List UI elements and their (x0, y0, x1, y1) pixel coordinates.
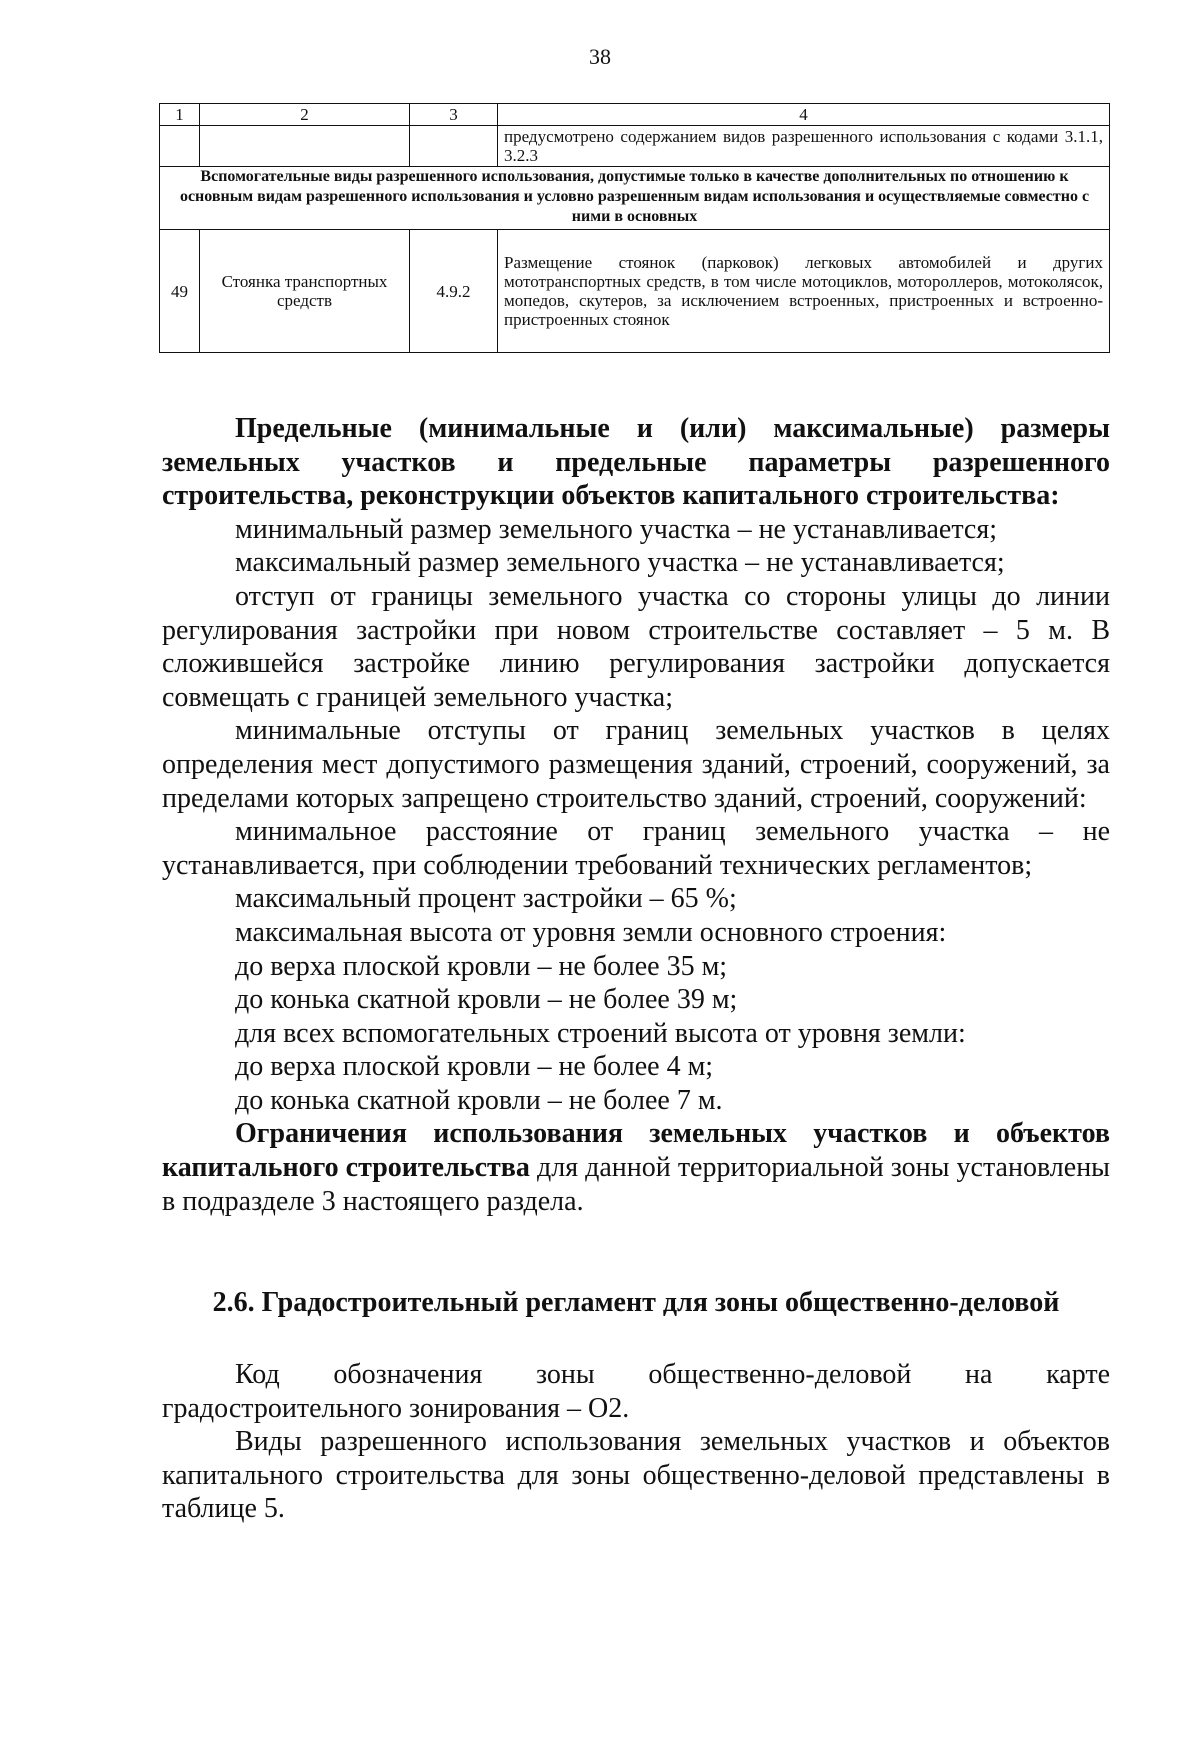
section-paragraph: Код обозначения зоны общественно-деловой на карте градостроительного зонирования – О2. (162, 1359, 1110, 1424)
limit-item: до конька скатной кровли – не более 7 м. (235, 1084, 723, 1116)
section-paragraph: Виды разрешенного использования земельных участков и объектов капитального строительства для зоны общественно-деловой представлены в таблице 5. (162, 1426, 1110, 1525)
table-header-row (160, 104, 1110, 126)
limits-section (162, 412, 1110, 1218)
limit-item: минимальные отступы от границ земельных участков в целях определения мест допустимого размещения зданий, строений, сооружений, за пределами которых запрещено строительство зданий, строений, сооружений: (162, 715, 1110, 814)
limit-item: максимальный размер земельного участка – не устанавливается; (235, 547, 1005, 579)
row-description: Размещение стоянок (парковок) легковых автомобилей и других мототранспортных средств, в том числе мотоциклов, мотороллеров, мотоколясок, мопедов, скутеров, за исключением встроенных, пристроенных и встроенно-пристроенных стоянок (498, 230, 1110, 353)
land-use-table (159, 103, 1110, 353)
aux-heading: Вспомогательные виды разрешенного использования, допустимые только в качестве дополнительных по отношению к основным видам разрешенного использования и условно разрешенным видам использования и осуществляемые совместно с ними в основных (179, 168, 1090, 225)
limit-item: отступ от границы земельного участка со стороны улицы до линии регулирования застройки при новом строительстве составляет – 5 м. В сложившейся застройке линию регулирования застройки допускается совмещать с границей земельного участка; (162, 580, 1110, 713)
table-cell-empty (410, 126, 498, 167)
table-header-cell: 1 (160, 104, 200, 126)
table-header-cell: 4 (498, 104, 1110, 126)
limit-item: до конька скатной кровли – не более 39 м; (235, 984, 738, 1016)
limit-item: максимальная высота от уровня земли основного строения: (235, 916, 947, 948)
limit-item: до верха плоской кровли – не более 35 м; (235, 950, 728, 982)
limit-item: минимальное расстояние от границ земельного участка – не устанавливается, при соблюдении требований технических регламентов; (162, 816, 1110, 881)
table-header-cell: 3 (410, 104, 498, 126)
page-number: 38 (589, 44, 611, 69)
row-name: Стоянка транспортных средств (200, 230, 410, 353)
limit-item: для всех вспомогательных строений высота от уровня земли: (235, 1017, 966, 1049)
limits-heading: Предельные (минимальные и (или) максимальные) размеры земельных участков и предельные параметры разрешенного строительства, реконструкции объектов капитального строительства: (162, 413, 1110, 512)
table-header-cell: 2 (200, 104, 410, 126)
restrictions-bold: Ограничения использования земельных участков и объектов капитального строительства (162, 1118, 1110, 1184)
section-body (162, 1358, 1110, 1526)
row-code: 4.9.2 (410, 230, 498, 353)
restrictions-rest: для данной территориальной зоны установлены в подразделе 3 настоящего раздела. (162, 1152, 1110, 1217)
limit-item: до верха плоской кровли – не более 4 м; (235, 1051, 714, 1083)
table-cell-empty (200, 126, 410, 167)
limit-item: минимальный размер земельного участка – не устанавливается; (235, 513, 998, 545)
table-section-row (160, 167, 1110, 230)
table-cell-empty (160, 126, 200, 167)
section-heading: 2.6. Градостроительный регламент для зоны общественно-деловой (212, 1287, 1060, 1318)
restrictions-paragraph (162, 1117, 1110, 1218)
limit-item: максимальный процент застройки – 65 %; (235, 883, 737, 915)
table-row (160, 126, 1110, 167)
continuation-cell: предусмотрено содержанием видов разрешенного использования с кодами 3.1.1, 3.2.3 (498, 126, 1110, 167)
table-row (160, 230, 1110, 353)
row-number: 49 (160, 230, 200, 353)
